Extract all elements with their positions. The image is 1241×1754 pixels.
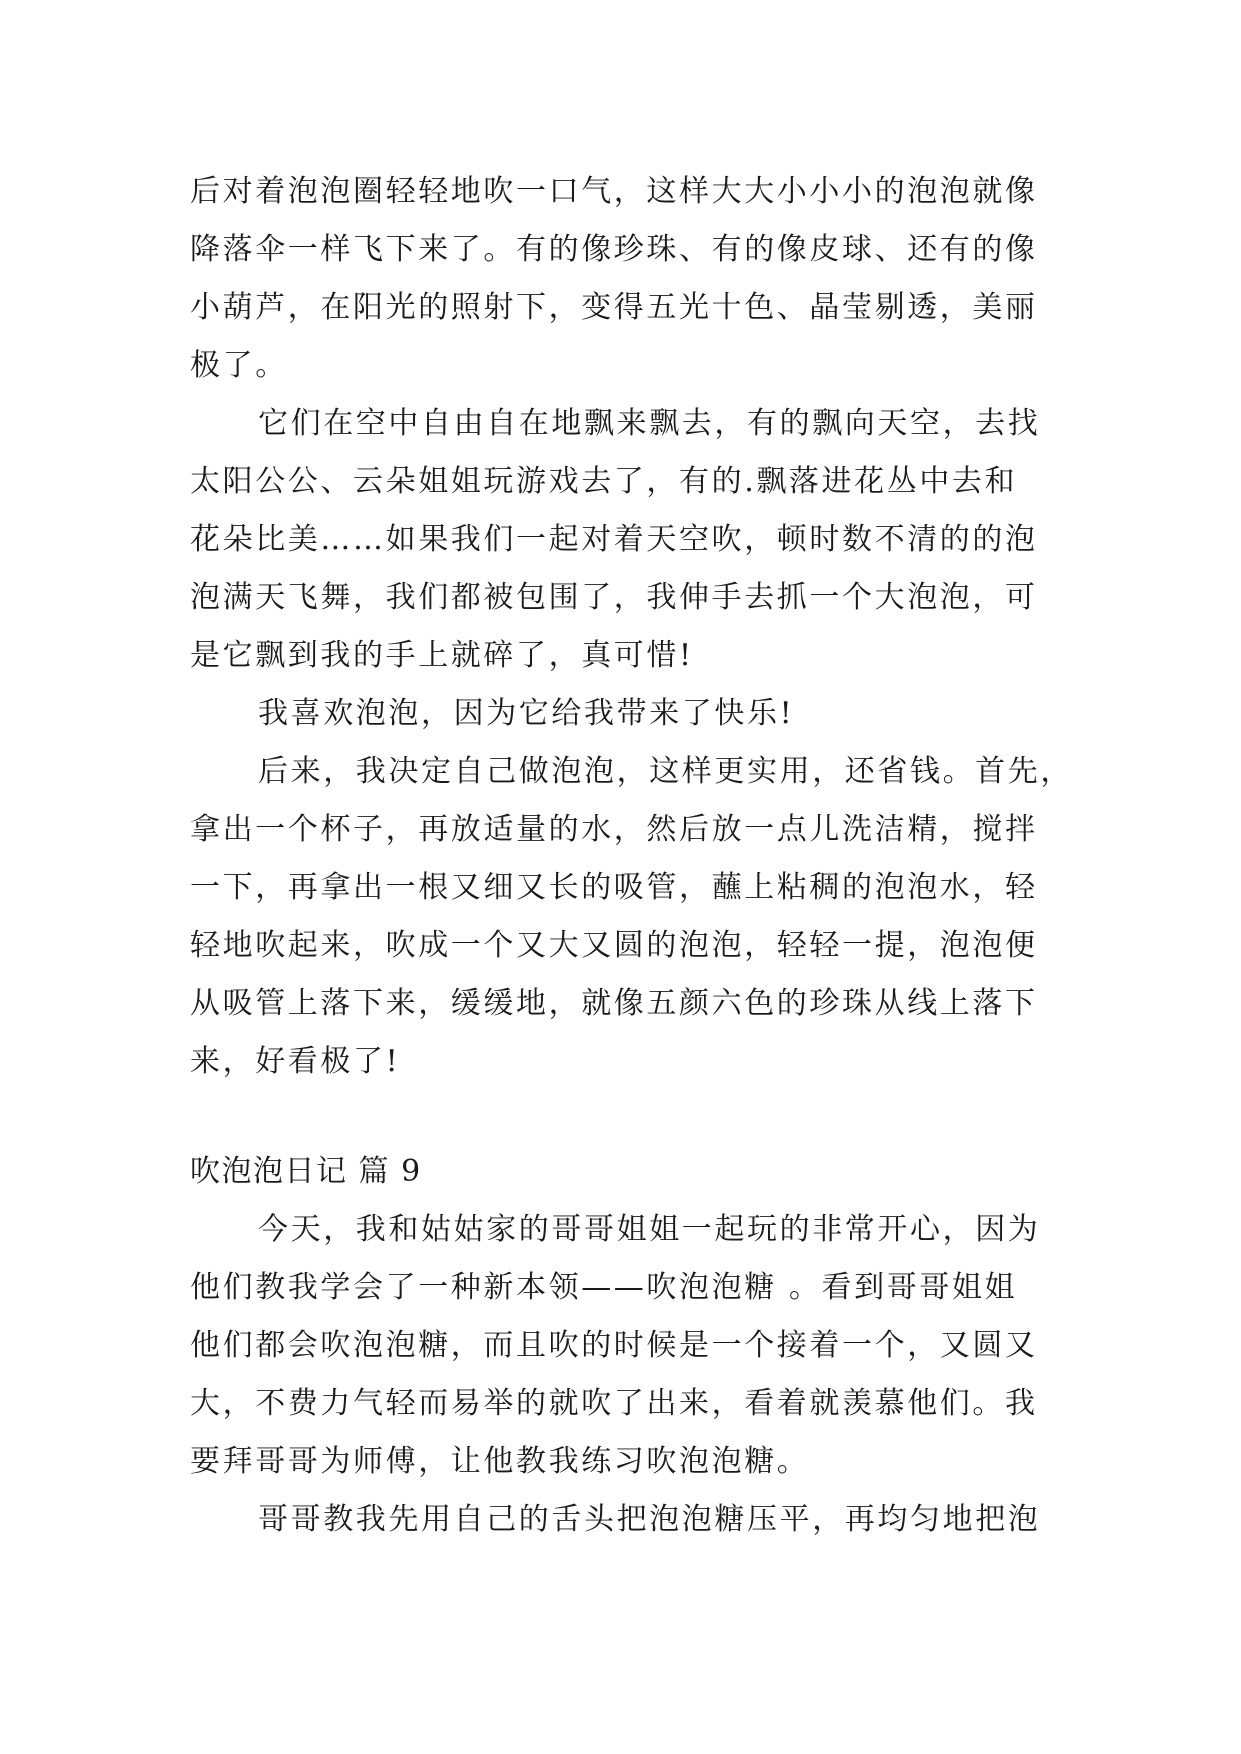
text-line: 拿出一个杯子，再放适量的水，然后放一点儿洗洁精，搅拌 (190, 812, 1038, 847)
text-line: 他们都会吹泡泡糖，而且吹的时候是一个接着一个，又圆又 (190, 1328, 1038, 1363)
text-line: 是它飘到我的手上就碎了，真可惜! (190, 638, 694, 673)
text-line: 极了。 (190, 348, 288, 383)
paragraph-first-line: 它们在空中自由自在地飘来飘去，有的飘向天空，去找 (258, 406, 1041, 441)
paragraph-first-line: 哥哥教我先用自己的舌头把泡泡糖压平，再均匀地把泡 (258, 1502, 1041, 1537)
text-line: 后对着泡泡圈轻轻地吹一口气，这样大大小小小的泡泡就像 (190, 174, 1038, 209)
document-body (190, 163, 1073, 1549)
text-line: 从吸管上落下来，缓缓地，就像五颜六色的珍珠从线上落下 (190, 986, 1038, 1021)
section-title: 吹泡泡日记 篇 9 (190, 1154, 422, 1189)
text-line: 来，好看极了! (190, 1044, 401, 1079)
text-line: 轻地吹起来，吹成一个又大又圆的泡泡，轻轻一提，泡泡便 (190, 928, 1038, 963)
paragraph-first-line: 我喜欢泡泡，因为它给我带来了快乐! (258, 696, 795, 731)
text-line: 一下，再拿出一根又细又长的吸管，蘸上粘稠的泡泡水，轻 (190, 870, 1038, 905)
section-spacer (190, 1091, 1060, 1143)
text-line: 要拜哥哥为师傅，让他教我练习吹泡泡糖。 (190, 1444, 810, 1479)
text-line: 大，不费力气轻而易举的就吹了出来，看着就羡慕他们。我 (190, 1386, 1038, 1421)
text-line: 泡满天飞舞，我们都被包围了，我伸手去抓一个大泡泡，可 (190, 580, 1038, 615)
text-line: 他们教我学会了一种新本领——吹泡泡糖 。看到哥哥姐姐 (190, 1270, 1018, 1305)
text-line: 降落伞一样飞下来了。有的像珍珠、有的像皮球、还有的像 (190, 232, 1038, 267)
paragraph-first-line: 后来，我决定自己做泡泡，这样更实用，还省钱。首先， (258, 754, 1073, 789)
paragraph-first-line: 今天，我和姑姑家的哥哥姐姐一起玩的非常开心，因为 (258, 1212, 1041, 1247)
text-line: 太阳公公、云朵姐姐玩游戏去了，有的.飘落进花丛中去和 (190, 464, 1018, 499)
text-line: 花朵比美……如果我们一起对着天空吹，顿时数不清的的泡 (190, 522, 1038, 557)
text-line: 小葫芦，在阳光的照射下，变得五光十色、晶莹剔透，美丽 (190, 290, 1038, 325)
